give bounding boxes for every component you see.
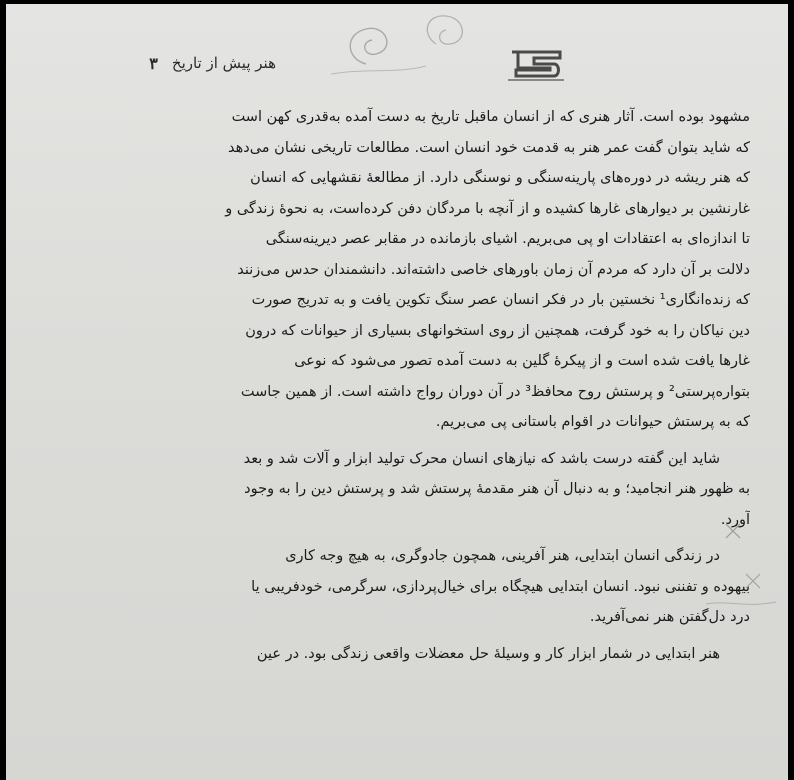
text-line: در زندگی انسان ابتدایی، هنر آفرینی، همچون جادوگری، به هیچ وجه کاری	[285, 548, 720, 564]
pencil-doodle-swirls	[326, 4, 526, 84]
paragraph-2	[92, 444, 750, 536]
paragraph-4	[92, 639, 750, 670]
publisher-stamp-icon	[504, 44, 568, 84]
text-line: تا اندازه‌ای به اعتقادات او پی می‌بریم. اشیای بازمانده در مقابر عصر دیرینه‌سنگی	[265, 231, 750, 247]
page-number: ۳	[149, 53, 158, 73]
text-line: درد دل‌گفتن هنر نمی‌آفرید.	[589, 609, 750, 625]
text-line: هنر ابتدایی در شمار ابزار کار و وسیلهٔ حل معضلات واقعی زندگی بود. در عین	[256, 645, 720, 662]
text-line: که زنده‌انگاری¹ نخستین بار در فکر انسان عصر سنگ تکوین یافت و به تدریج صورت	[251, 292, 750, 308]
text-line: که هنر ریشه در دوره‌های پارینه‌سنگی و نوسنگی دارد. از مطالعهٔ نقشهایی که انسان	[250, 170, 750, 186]
text-line: غارها یافت شده است و از پیکرهٔ گلین به دست آمده تصور می‌شود که نوعی	[294, 353, 750, 369]
text-line: که شاید بتوان گفت عمر هنر به قدمت خود انسان است. مطالعات تاریخی نشان می‌دهد	[228, 139, 750, 156]
text-line: دین نیاکان را به خود گرفت، همچنین از روی استخوانهای بسیاری از حیوانات که درون	[245, 322, 750, 339]
paragraph-3	[92, 541, 750, 633]
running-title: هنر پیش از تاریخ	[171, 54, 276, 72]
page-header	[96, 48, 276, 78]
text-line: مشهود بوده است. آثار هنری که از انسان ماقبل تاریخ به دست آمده به‌قدری کهن است	[231, 109, 750, 125]
text-line: بیهوده و تفننی نبود. انسان ابتدایی هیچگاه برای خیال‌پردازی، سرگرمی، خودفریبی یا	[251, 578, 750, 595]
page-body-text	[92, 102, 750, 675]
text-line: شاید این گفته درست باشد که نیازهای انسان محرک تولید ابزار و آلات شد و بعد	[243, 450, 720, 467]
book-page	[6, 4, 788, 780]
text-line: غارنشین بر دیوارهای غارها کشیده و از آنچه با مردگان دفن کرده‌است، به نحوهٔ زندگی و	[225, 200, 750, 217]
text-line: به ظهور هنر انجامید؛ و به دنبال آن هنر مقدمهٔ پرستش شد و پرستش دین را به وجود	[244, 481, 750, 497]
text-line: بتواره‌پرستی² و پرستش روح محافظ³ در آن دوران رواج داشته است. از همین جاست	[240, 383, 750, 400]
paragraph-1	[92, 102, 750, 438]
text-line: دلالت بر آن دارد که مردم آن زمان باورهای خاصی داشته‌اند. دانشمندان حدس می‌زنند	[237, 261, 750, 278]
text-line: که به پرستش حیوانات در اقوام باستانی پی می‌بریم.	[435, 414, 750, 430]
pencil-margin-marks	[696, 504, 788, 644]
text-line: آورد.	[720, 511, 750, 528]
